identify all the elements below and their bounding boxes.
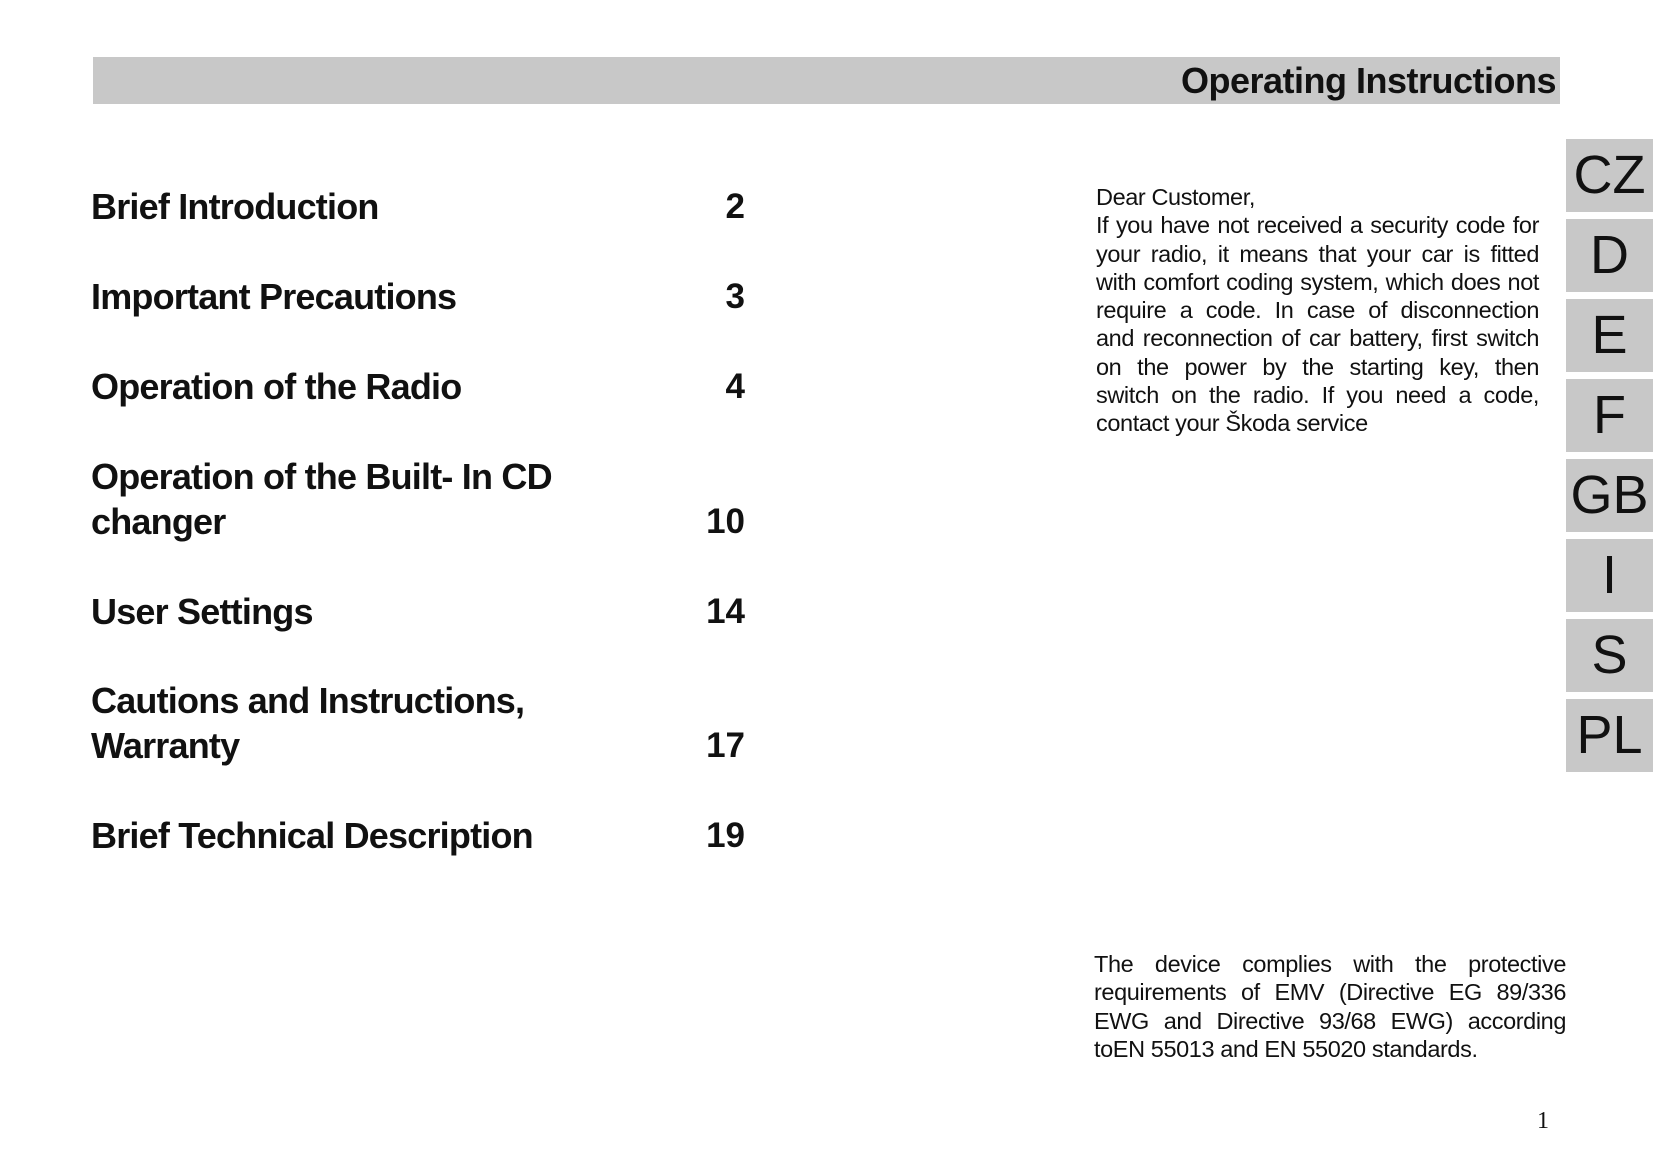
toc-entry[interactable] — [91, 589, 745, 634]
language-tab-e[interactable]: E — [1566, 299, 1653, 372]
toc-entry-title: Operation of the Built- In CD changer — [91, 456, 552, 542]
language-tab-i[interactable]: I — [1566, 539, 1653, 612]
language-tab-gb[interactable]: GB — [1566, 459, 1653, 532]
language-tab-pl[interactable]: PL — [1566, 699, 1653, 772]
toc-entry[interactable] — [91, 678, 745, 768]
language-tab-f[interactable]: F — [1566, 379, 1653, 452]
toc-entry-title: Cautions and Instructions, Warranty — [91, 680, 525, 766]
language-tabs — [1566, 139, 1653, 779]
toc-entry-page: 14 — [706, 592, 745, 631]
page-number: 1 — [1537, 1108, 1549, 1134]
toc-entry-page: 2 — [725, 187, 745, 226]
toc-entry-page: 4 — [725, 367, 745, 406]
toc-entry[interactable] — [91, 364, 745, 409]
header-bar — [93, 57, 1560, 104]
toc-entry-title: Operation of the Radio — [91, 366, 462, 407]
toc-entry-page: 19 — [706, 816, 745, 855]
toc-entry[interactable] — [91, 454, 745, 544]
toc-entry[interactable] — [91, 274, 745, 319]
toc-entry-page: 17 — [706, 726, 745, 765]
compliance-note: The device complies with the protective requirements of EMV (Directive EG 89/336 EWG and Directive 93/68 EWG) according toEN 55013 and EN 55020 standards. — [1094, 951, 1566, 1062]
toc-entry-title: Important Precautions — [91, 276, 457, 317]
toc-entry-page: 3 — [725, 277, 745, 316]
toc-entry-title: Brief Introduction — [91, 186, 379, 227]
customer-note-body: If you have not received a security code for your radio, it means that your car is fitted with comfort coding system, which does not require a code. In case of disconnection and reconnection of car battery, first switch on the power by the starting key, then switch on the radio. If you need a code, contact your Škoda service — [1096, 212, 1539, 437]
toc-entry-page: 10 — [706, 502, 745, 541]
toc-entry[interactable] — [91, 813, 745, 858]
language-tab-d[interactable]: D — [1566, 219, 1653, 292]
language-tab-s[interactable]: S — [1566, 619, 1653, 692]
toc-entry-title: User Settings — [91, 591, 313, 632]
language-tab-cz[interactable]: CZ — [1566, 139, 1653, 212]
customer-note — [1096, 183, 1539, 438]
toc-entry-title: Brief Technical Description — [91, 815, 533, 856]
document-title: Operating Instructions — [1180, 60, 1556, 101]
toc-entry[interactable] — [91, 184, 745, 229]
customer-greeting: Dear Customer, — [1096, 184, 1255, 210]
